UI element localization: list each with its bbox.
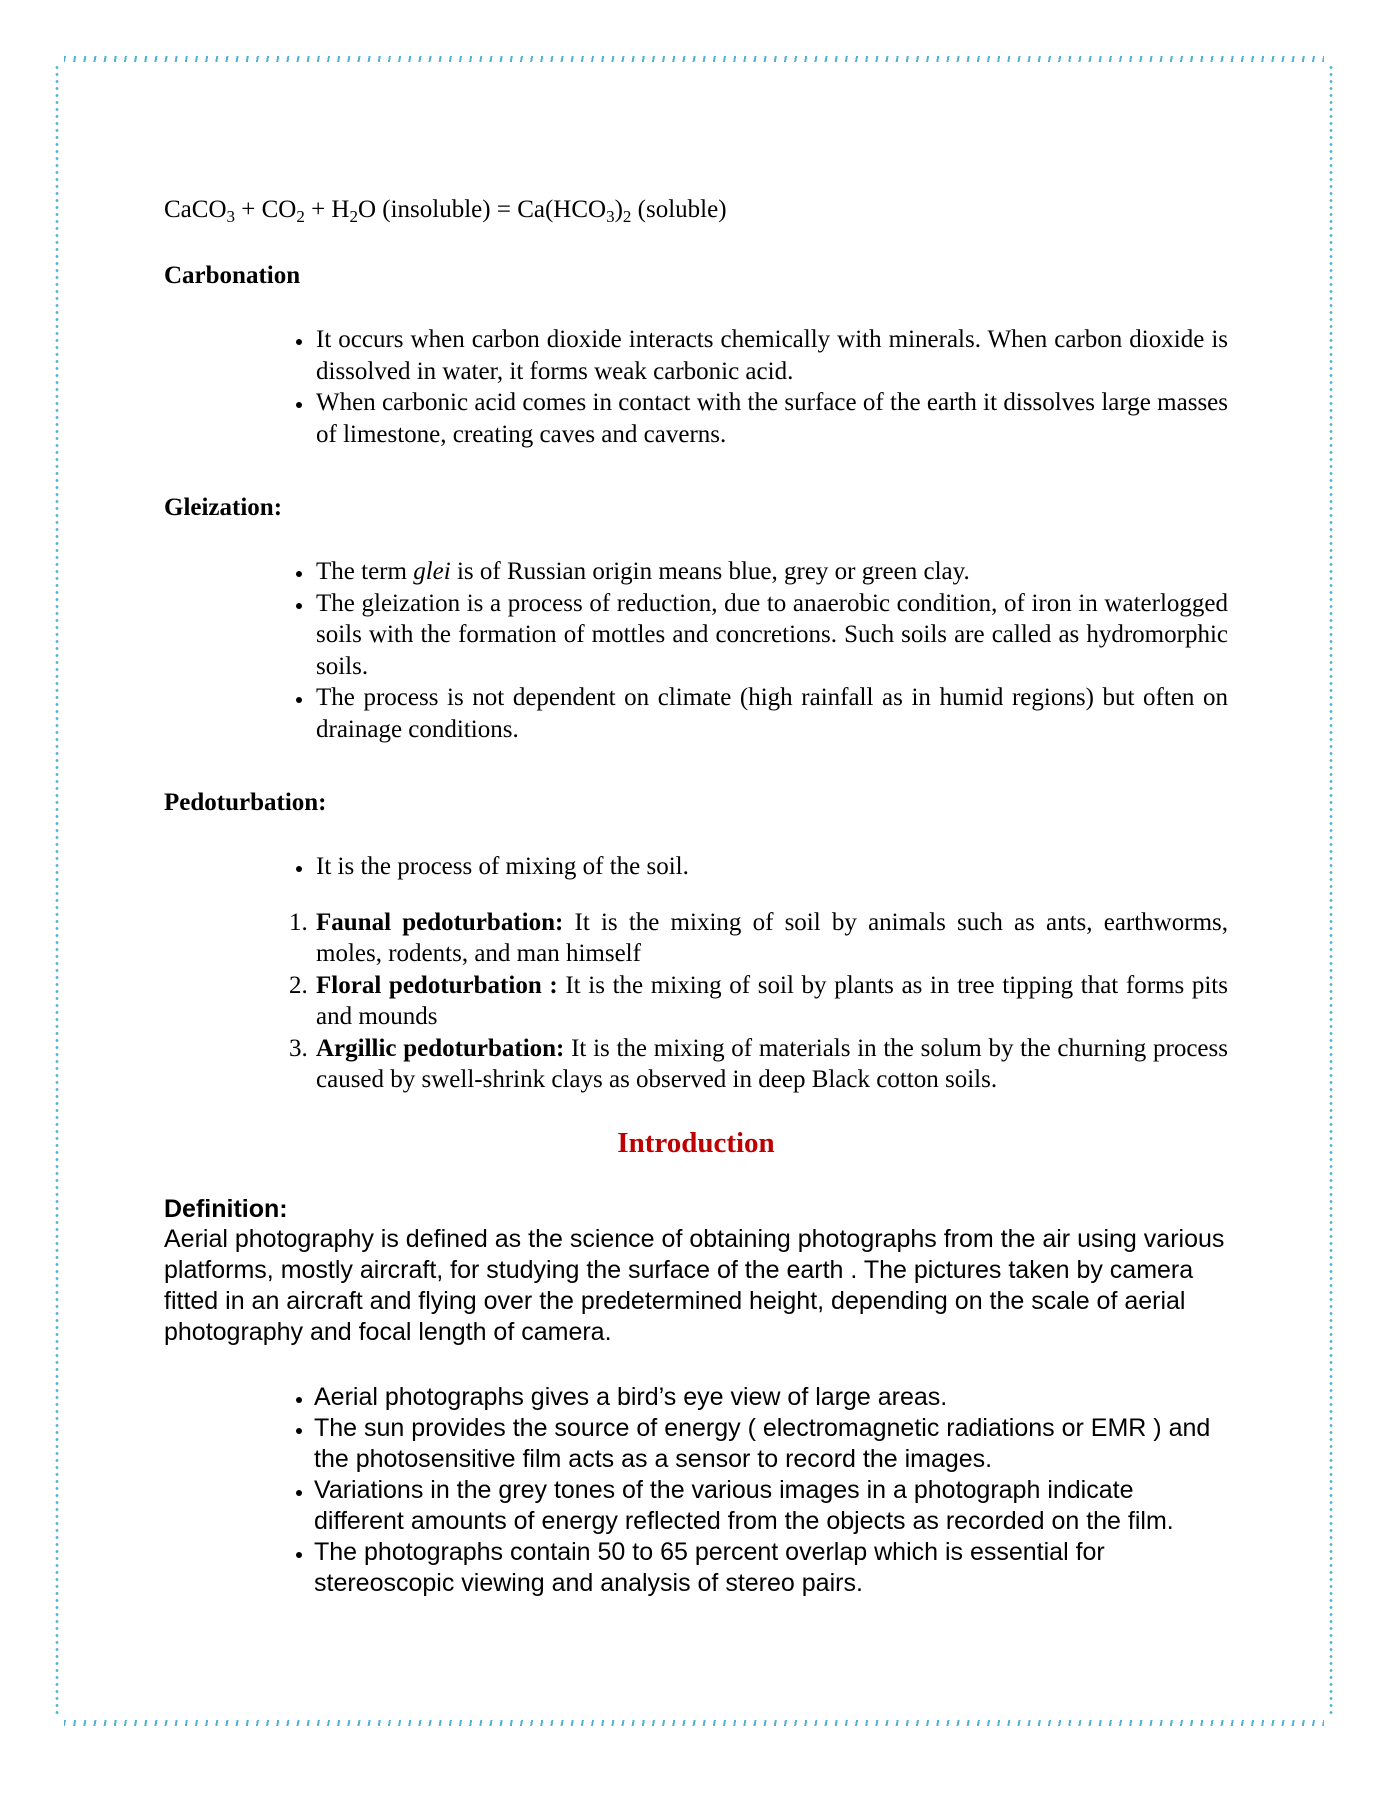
heading-gleization: Gleization: — [164, 494, 283, 521]
list-item: • The process is not dependent on climate (high rainfall as in humid regions) but often on drainage conditions. — [314, 682, 1228, 745]
list-item: • When carbonic acid comes in contact with the surface of the earth it dissolves large masses of limestone, creating caves and caverns. — [314, 387, 1228, 450]
list-item: • Variations in the grey tones of the various images in a photograph indicate different amounts of energy reflected from the objects as recorded on the film. — [314, 1475, 1228, 1537]
pedoturbation-types-list — [164, 907, 1228, 1096]
list-item: • It occurs when carbon dioxide interacts chemically with minerals. When carbon dioxide is dissolved in water, it forms weak carbonic acid. — [314, 324, 1228, 387]
list-item: • The photographs contain 50 to 65 percent overlap which is essential for stereoscopic viewing and analysis of stereo pairs. — [314, 1537, 1228, 1599]
list-item: • It is the process of mixing of the soil. — [314, 851, 1228, 883]
border-top — [64, 56, 1324, 62]
definition-section — [164, 1194, 1228, 1599]
heading-carbonation: Carbonation — [164, 262, 301, 289]
aerial-photo-list — [164, 1382, 1228, 1599]
gleization-list — [164, 556, 1228, 745]
border-bottom — [64, 1720, 1324, 1726]
heading-pedoturbation: Pedoturbation: — [164, 789, 327, 816]
carbonation-list — [164, 324, 1228, 450]
list-item: • The sun provides the source of energy ( electromagnetic radiations or EMR ) and the photosensitive film acts as a sensor to record the images. — [314, 1413, 1228, 1475]
list-item: • Aerial photographs gives a bird’s eye view of large areas. — [314, 1382, 1228, 1413]
border-right — [1328, 64, 1334, 1718]
list-item: 3. Argillic pedoturbation: It is the mixing of materials in the solum by the churning process caused by swell-shrink clays as observed in deep Black cotton soils. — [314, 1033, 1228, 1096]
list-item: • The term glei is of Russian origin means blue, grey or green clay. — [314, 556, 1228, 588]
pedoturbation-list — [164, 851, 1228, 883]
list-item: 1. Faunal pedoturbation: It is the mixing of soil by animals such as ants, earthworms, moles, rodents, and man himself — [314, 907, 1228, 970]
chemical-equation: CaCO$_3$ + $CO_2 + H_2O$ (insoluble) = $Ca(HCO_3)_2$ (soluble) — [164, 196, 727, 226]
section-title-introduction: Introduction — [617, 1126, 775, 1159]
list-item: • The gleization is a process of reduction, due to anaerobic condition, of iron in waterlogged soils with the formation of mottles and concretions. Such soils are called as hydromorphic soils. — [314, 588, 1228, 683]
list-item: 2. Floral pedoturbation : It is the mixing of soil by plants as in tree tipping that forms pits and mounds — [314, 970, 1228, 1033]
document-content — [164, 194, 1228, 1599]
border-left — [54, 64, 60, 1718]
definition-heading: Definition: — [164, 1194, 288, 1223]
definition-paragraph: Aerial photography is defined as the science of obtaining photographs from the air using various platforms, mostly aircraft, for studying the surface of the earth . The pictures taken by camera fitted in an aircraft and flying over the predetermined height, depending on the scale of aerial photography and focal length of camera. — [164, 1224, 1225, 1346]
